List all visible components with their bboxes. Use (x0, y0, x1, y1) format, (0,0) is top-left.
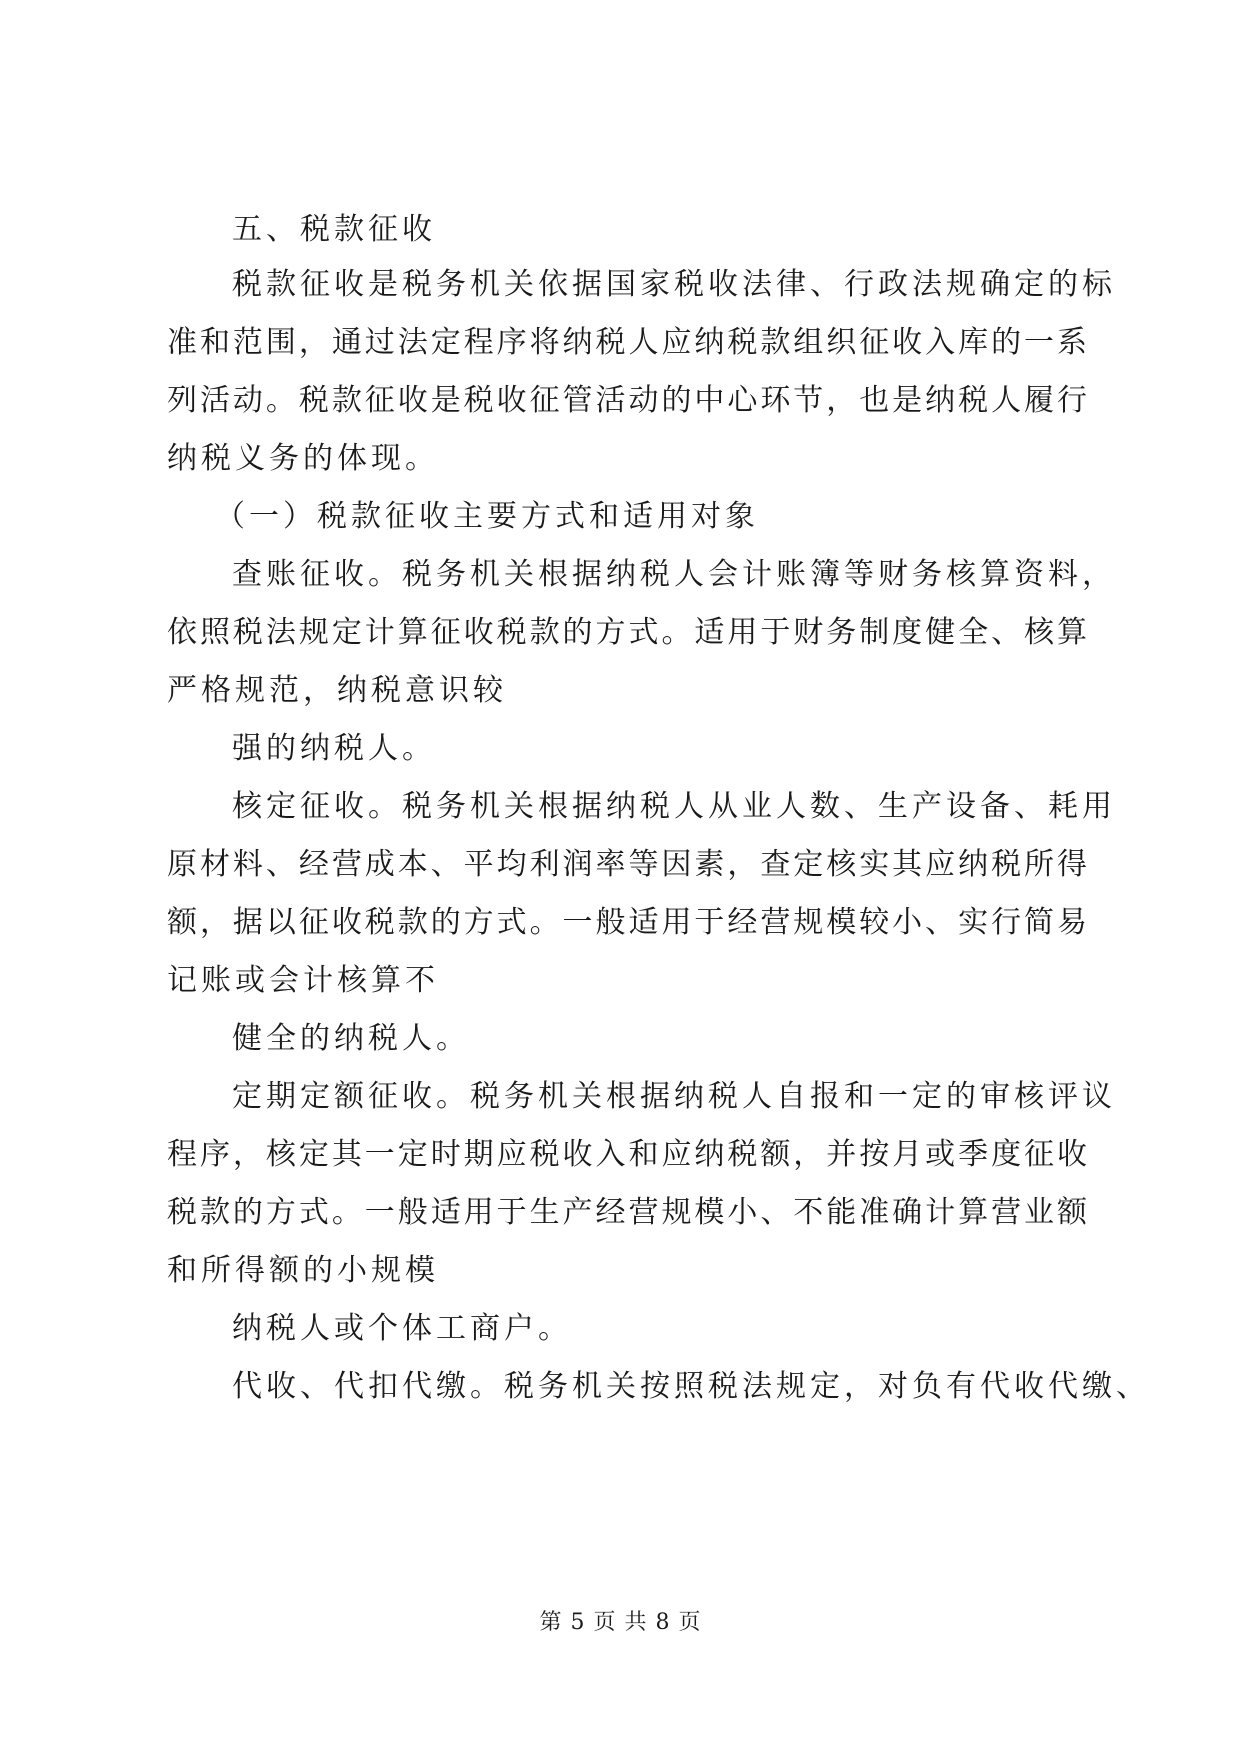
paragraph-line: 强的纳税人。 (232, 731, 436, 766)
section-heading: 五、税款征收 (232, 212, 436, 247)
paragraph-line: 纳税人或个体工商户。 (232, 1311, 572, 1346)
paragraph-line: 额，据以征收税款的方式。一般适用于经营规模较小、实行简易 (167, 905, 1087, 940)
paragraph-line: 记账或会计核算不 (167, 963, 439, 998)
paragraph-line: 列活动。税款征收是税收征管活动的中心环节，也是纳税人履行 (167, 383, 1087, 418)
paragraph-line: 准和范围，通过法定程序将纳税人应纳税款组织征收入库的一系 (167, 325, 1087, 360)
paragraph-line: 纳税义务的体现。 (167, 441, 439, 476)
paragraph-line: 核定征收。税务机关根据纳税人从业人数、生产设备、耗用 (232, 789, 1116, 824)
paragraph-line: 和所得额的小规模 (167, 1253, 439, 1288)
paragraph-line: 税款的方式。一般适用于生产经营规模小、不能准确计算营业额 (167, 1195, 1087, 1230)
paragraph-line: 查账征收。税务机关根据纳税人会计账簿等财务核算资料， (232, 557, 1116, 592)
paragraph-line: 严格规范，纳税意识较 (167, 673, 507, 708)
subsection-heading: （一）税款征收主要方式和适用对象 (215, 499, 759, 534)
paragraph-line: 代收、代扣代缴。税务机关按照税法规定，对负有代收代缴、 (232, 1369, 1150, 1404)
paragraph-line: 健全的纳税人。 (232, 1021, 470, 1056)
page-number-footer: 第 5 页 共 8 页 (539, 1610, 702, 1635)
paragraph-line: 税款征收是税务机关依据国家税收法律、行政法规确定的标 (232, 267, 1116, 302)
paragraph-line: 程序，核定其一定时期应税收入和应纳税额，并按月或季度征收 (167, 1137, 1087, 1172)
paragraph-line: 定期定额征收。税务机关根据纳税人自报和一定的审核评议 (232, 1079, 1116, 1114)
paragraph-line: 原材料、经营成本、平均利润率等因素，查定核实其应纳税所得 (167, 847, 1087, 882)
paragraph-line: 依照税法规定计算征收税款的方式。适用于财务制度健全、核算 (167, 615, 1087, 650)
